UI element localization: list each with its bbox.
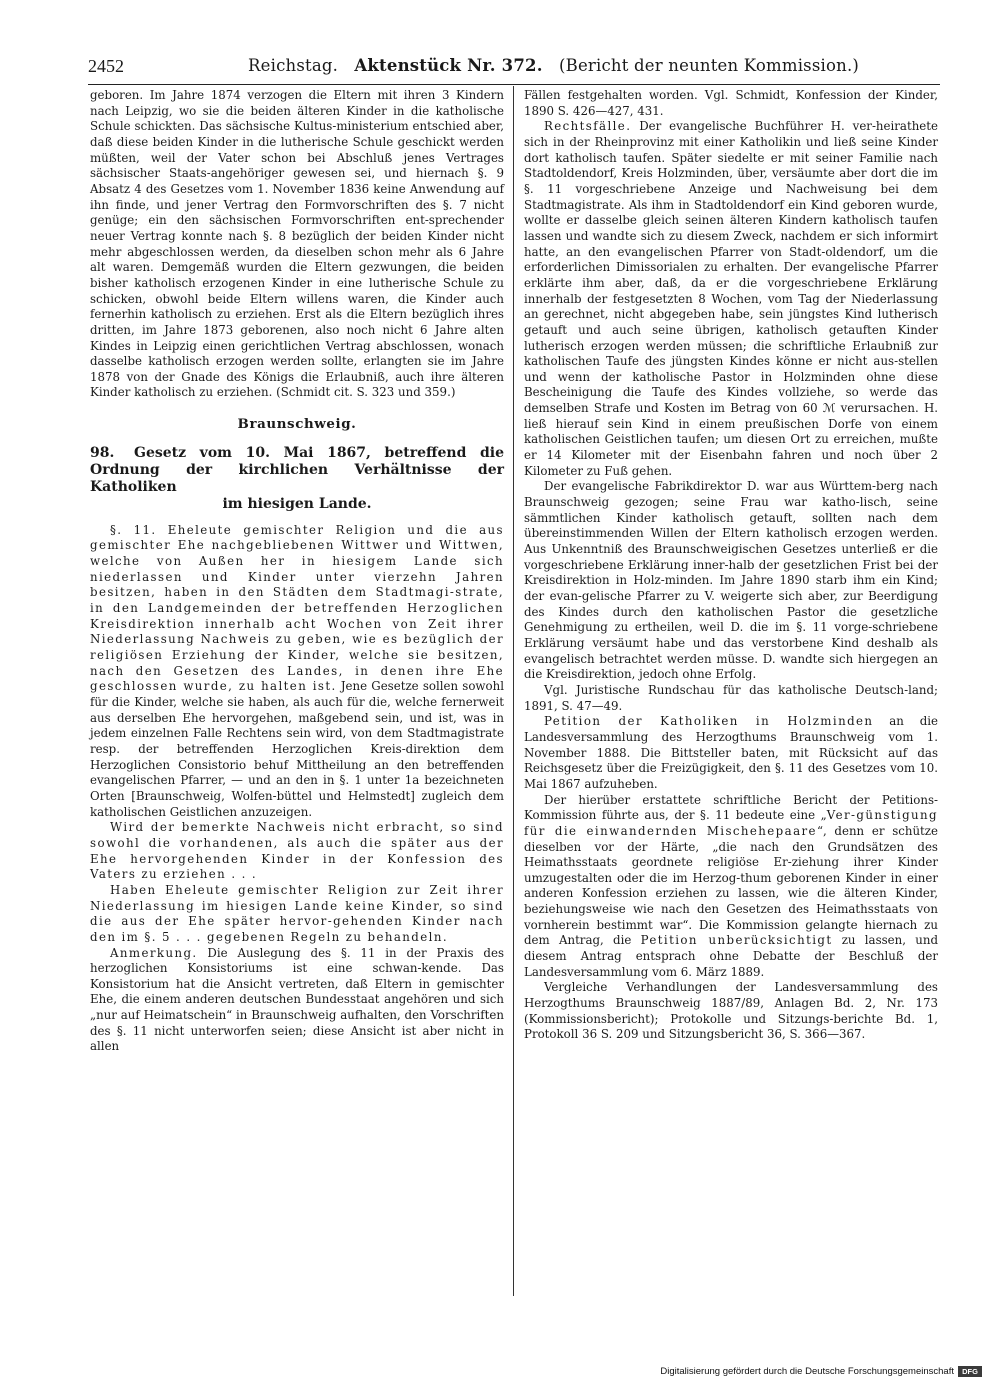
report-subtitle: (Bericht der neunten Kommission.) [558,56,860,75]
section-11-law-text: §. 11. Eheleute gemischter Religion und die aus gemischter Ehe nachgebliebenen Wittwer und Wittwen, welche von Außen her in hiesigem Lande sich niederlassen und Kinder unter vierzehn Jahren besitzen, haben in den Städten dem Stadtmagi-strate, in den Landgemeinden der betreffenden Herzoglichen Kreisdirektion innerhalb acht Wochen von Zeit ihrer Niederlassung Nachweis zu geben, wie es bezüglich der religiösen Erziehung der Kinder, welche sie besitzen, nach den Gesetzen des Landes, in denen ihre Ehe geschlossen wurde, zu halten ist. [90,522,504,694]
section-11-continuation: Jene Gesetze sollen sowohl für die Kinder, welche sie haben, als auch für die, welche fernerweit aus derselben Ehe hervorgehen, maßgebend sein, und ist, was in jedem einzelnen Falle Rechtens sein wird, von dem Stadtmagistrate resp. der betreffenden Herzoglichen Kreis-direktion dem Herzoglichen Consistorio behuf Mittheilung an den betreffenden evangelischen Pfarrer, — und an den in §. 1 unter 1a bezeichneten Orten [Braunschweig, Wolfen-büttel und Helmstedt] zugleich dem katholischen Geistlichen anzuzeigen. [90,679,504,819]
page-number: 2452 [88,56,124,76]
running-title [248,56,859,75]
page-header [88,56,940,82]
document-label: Aktenstück Nr. 372. [354,56,543,75]
anmerkung-label: Anmerkung. [110,945,198,960]
funding-note: Digitalisierung gefördert durch die Deutsche Forschungsgemeinschaft [660,1366,954,1377]
anmerkung-text: Die Auslegung des §. 11 in der Praxis des herzoglichen Konsistoriums ist eine schwan-kende. Das Konsistorium hat die Ansicht vertreten, daß Eltern in gemischter Ehe, die einem anderen deutschen Bundesstaat angehören und sich „nur auf Heimatschein“ in Braunschweig aufhalten, den Vorschriften des §. 11 nicht unterworfen seien; diese Ansicht ist aber nicht in allen [90,945,504,1054]
opening-paragraph-right: Fällen festgehalten worden. Vgl. Schmidt, Konfession der Kinder, 1890 S. 426—427, 431. [524,88,938,118]
dfg-logo-icon: DFG [958,1366,982,1377]
right-column [524,88,938,1043]
section-heading: Braunschweig. [237,416,357,433]
bericht-spaced-2: Petition unberücksichtigt [640,933,833,948]
fabrikdirektor-paragraph: Der evangelische Fabrikdirektor D. war aus Württem-berg nach Braunschweig gezogen; seine Frau war katho-lisch, seine sämmtlichen Kinder katholisch getauft, sollten nach dem übereinstimmenden Willen der Eltern katholisch erzogen werden. Aus Unkenntniß des Braunschweigischen Gesetzes unterließ er die vorgeschriebene Erklärung inner-halb der gesetzlichen Frist bei der Kreisdirektion in Holz-minden. Im Jahre 1890 starb ihm ein Kind; der evan-gelische Pfarrer zu V. weigerte sich aber, zur Beerdigung des Kindes durch den katholischen Pastor die gesetzliche Genehmigung zu ertheilen, weil D. die im §. 11 vorge-schriebene Erklärung versäumt habe und das verstorbene Kind deshalb als evangelisch betrachtet werden müsse. D. wandte sich hiergegen an die Kreisdirektion, jedoch ohne Erfolg. [524,479,938,682]
vergleiche-paragraph: Vergleiche Verhandlungen der Landesversammlung des Herzogthums Braunschweig 1887/89, Anlagen Bd. 2, Nr. 173 (Kommissionsbericht); Protokolle und Sitzungs-berichte Bd. 1, Protokoll 36 S. 209 und Sitzungsbericht 36, S. 366—367. [524,980,938,1042]
bericht-text-b: “, denn er schütze dieselben vor der Härte, „die nach den Grundsätzen des Heimathsstaats geordnete religiöse Er-ziehung ihrer Kinder umzugestalten oder die im Herzog-thum geborenen Kinder in einer anderen Konfession erziehen zu lassen, wie die älteren Kinder, beziehungsweise wie nach den Gesetzen des Heimathsstaats von vornherein bestimmt war“. Die Kommission gelangte hiernach zu dem Antrag, die [524,823,938,948]
juristische-rundschau-reference: Vgl. Juristische Rundschau für das katholische Deutsch-land; 1891, S. 47—49. [524,682,938,713]
eheleute-paragraph: Haben Eheleute gemischter Religion zur Zeit ihrer Niederlassung im hiesigen Lande keine Kinder, so sind die aus der Ehe später hervor-gehenden Kinder nach den im §. 5 . . . gegebenen Regeln zu behandeln. [90,882,504,944]
bericht-text-c: zu lassen, und diesem Antrag entsprach ohne Debatte der Beschluß der Landesversammlung vom 6. März 1889. [524,933,938,979]
opening-paragraph: geboren. Im Jahre 1874 verzogen die Eltern mit ihren 3 Kindern nach Leipzig, wo sie die beiden älteren Kinder in die katholische Schule schickten. Das sächsische Kultus-ministerium entschied aber, daß diese beiden Kinder in die lutherische Schule geschickt werden müßten, weil der Vater schon bei Abschluß jenes Vertrages sächsischer Staats-angehöriger gewesen sei, und hiernach §. 9 Absatz 4 des Gesetzes vom 1. November 1836 keine Anwendung auf ihn finde, und jener Vertrag den Formvorschriften des §. 7 nicht genüge; ein den sächsischen Formvorschriften ent-sprechender neuer Vertrag konnte nach §. 8 bezüglich der beiden Kinder nicht mehr abgeschlossen werden, da dieselben schon mehr als 6 Jahre alt waren. Demgemäß wurden die Eltern gezwungen, die beiden bisher katholisch erzogenen Kinder in eine lutherische Schule zu schicken, obwohl beide Eltern willens waren, die Kinder auch fernerhin katholisch zu erziehen. Erst als die Eltern bezüglich ihres dritten, im Jahre 1873 geborenen, also noch nicht 6 Jahre alten Kindes in Leipzig einen gerichtlichen Vertrag abschlossen, wonach dasselbe katholisch erzogen werden sollte, erlangten sie im Jahre 1878 von der Gnade des Königs die Erlaubniß, auch ihre älteren Kinder katholisch zu erziehen. (Schmidt cit. S. 323 und 359.) [90,88,504,400]
column-divider [513,86,514,1296]
rechtsfaelle-text: Der evangelische Buchführer H. ver-heirathete sich in der Rheinprovinz mit einer Katholikin und ließ seine Kinder dort katholisch taufen. Später siedelte er mit seiner Familie nach Stadtoldendorf, Kreis Holzminden, über, versäumte aber dort die im §. 11 vorgeschriebene Anzeige und Nachweisung bei dem Stadtmagistrate. Als ihm in Stadtoldendorf ein Kind geboren wurde, wollte er dasselbe gleich seinen älteren Kindern katholisch taufen lassen und wandte sich zu diesem Zweck, nachdem er sich informirt hatte, an den evangelischen Pfarrer von Stadt-oldendorf, um die erforderlichen Dimissorialen zu erhalten. Der evangelische Pfarrer erklärte ihm aber, daß, da er die vorgeschriebene Erklärung innerhalb der festgesetzten 8 Wochen, vom Tag der Niederlassung an gerechnet, nicht abgegeben habe, sein jüngstes Kind lutherisch getauft und auch seine übrigen, katholisch getauften Kinder lutherisch erzogen werden müssen; die schriftliche Erlaubniß zur katholischen Taufe des jüngsten Kindes könne er nicht aus-stellen und wenn der katholische Pastor in Holzminden ohne diese Bescheinigung die Taufe des Kindes vollziehe, so werde das demselben Strafe und Kosten im Betrag von 60 ℳ verursachen. H. ließ hierauf sein Kind in einem preußischen Dorfe von einem katholischen Geistlichen taufen; um diesen Ort zu erreichen, mußte er 14 Kilometer mit der Eisenbahn fahren und noch über 2 Kilometer zu Fuß gehen. [524,119,938,478]
rechtsfaelle-label: Rechtsfälle. [544,119,632,134]
petition-text: an die Landesversammlung des Herzogthums Braunschweig vom 1. November 1888. Die Bittsteller baten, mit Rücksicht auf das Reichsgesetz über die Freizügigkeit, den §. 11 des Gesetzes vom 10. Mai 1867 aufzuheben. [524,714,938,791]
anmerkung-paragraph [90,946,504,1056]
rechtsfaelle-paragraph [524,119,938,479]
law-number: 98. [90,444,115,461]
bericht-text-a: Der hierüber erstattete schriftliche Bericht der Petitions-Kommission führte aus, der §. 11 bedeute eine „ [524,792,938,823]
petition-paragraph [524,714,938,792]
section-11-paragraph [90,523,504,820]
bericht-spaced-1: Ver-günstigung für die einwandernden Mischehepaare [524,808,938,838]
header-rule [88,84,940,85]
law-title [90,445,504,513]
law-title-last-line: im hiesigen Lande. [222,495,372,512]
law-title-text: Gesetz vom 10. Mai 1867, betreffend die Ordnung der kirchlichen Verhältnisse der Katholiken [90,444,504,495]
nachweis-paragraph: Wird der bemerkte Nachweis nicht erbracht, so sind sowohl die vorhandenen, als auch die später aus der Ehe hervorgehenden Kinder in der Konfession des Vaters zu erziehen . . . [90,820,504,882]
petition-label: Petition der Katholiken in Holzminden [544,714,874,729]
left-column [90,88,504,1055]
bericht-paragraph [524,793,938,981]
publication-name: Reichstag. [248,56,339,75]
funding-footer [660,1366,982,1377]
